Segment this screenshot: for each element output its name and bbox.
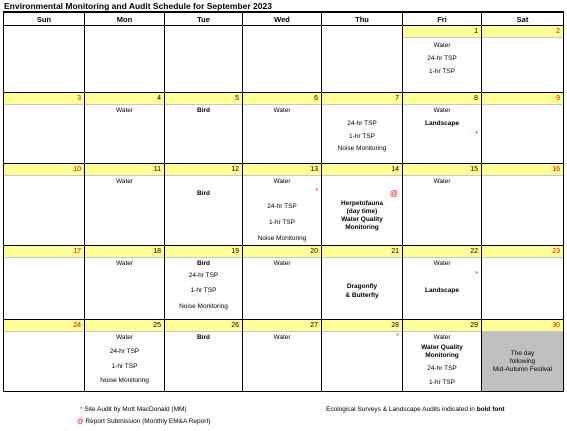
weekday-thu: Thu <box>322 12 403 26</box>
day-number: 16 <box>482 164 563 176</box>
day-number: 8 <box>403 93 481 105</box>
event-item: Monitoring <box>345 224 379 231</box>
event-item: Landscape <box>425 120 459 127</box>
day-number: 7 <box>322 93 402 105</box>
day-cell-13 <box>243 164 322 246</box>
legend-report-text: Report Submission (Monthly EM&A Report) <box>85 418 211 425</box>
legend-site-audit-text: Site Audit by Mott MacDonald (MM) <box>84 406 187 413</box>
event-item: Noise Monitoring <box>257 235 307 242</box>
day-number: 30 <box>482 320 563 332</box>
event-item: 1-hr TSP <box>111 363 138 370</box>
site-audit-marker: * <box>396 333 399 340</box>
day-number: 20 <box>243 246 321 258</box>
weekday-fri: Fri <box>403 12 482 26</box>
week-row <box>4 164 564 246</box>
event-item: & Butterfly <box>345 292 379 299</box>
day-cell-6 <box>243 93 322 164</box>
day-cell-2 <box>482 26 564 93</box>
week-row <box>4 26 564 93</box>
weekday-header-row <box>4 12 564 26</box>
holiday-note: Mid-Autumn Festival <box>492 366 553 373</box>
day-cell-8 <box>403 93 482 164</box>
day-cell-27 <box>243 320 322 392</box>
event-item: Water <box>273 334 291 341</box>
event-item: Bird <box>197 334 210 341</box>
holiday-note: The day <box>510 350 535 357</box>
event-item: 1-hr TSP <box>190 287 217 294</box>
day-cell-1 <box>403 26 482 93</box>
site-audit-marker: * <box>475 131 478 138</box>
empty-day-cell <box>4 26 85 93</box>
weekday-sat: Sat <box>482 12 564 26</box>
event-item: Herpetofauna <box>341 200 383 207</box>
day-cell-22 <box>403 246 482 320</box>
day-number: 29 <box>403 320 481 332</box>
event-item: Water <box>273 107 291 114</box>
day-number: 28 <box>322 320 402 332</box>
day-cell-25 <box>85 320 165 392</box>
day-cell-12 <box>165 164 243 246</box>
event-item: Water <box>433 107 451 114</box>
day-cell-26 <box>165 320 243 392</box>
weekday-wed: Wed <box>243 12 322 26</box>
day-cell-20 <box>243 246 322 320</box>
weekday-mon: Mon <box>85 12 165 26</box>
event-item: Water <box>433 178 451 185</box>
empty-day-cell <box>165 26 243 93</box>
day-number: 17 <box>4 246 84 258</box>
day-cell-3 <box>4 93 85 164</box>
day-cell-21 <box>322 246 403 320</box>
site-audit-marker: * <box>475 271 478 278</box>
day-cell-23 <box>482 246 564 320</box>
day-number: 9 <box>482 93 563 105</box>
day-cell-28 <box>322 320 403 392</box>
event-item: Water Quality <box>341 216 383 223</box>
day-number: 5 <box>165 93 242 105</box>
event-item: 1-hr TSP <box>429 379 455 386</box>
day-number: 21 <box>322 246 402 258</box>
day-cell-16 <box>482 164 564 246</box>
holiday-note: following <box>509 358 536 365</box>
schedule-title: Environmental Monitoring and Audit Schedule for September 2023 <box>4 1 272 11</box>
legend-note-text: Ecological Surveys & Landscape Audits indicated in <box>326 406 475 413</box>
event-item: 24-hr TSP <box>347 120 377 127</box>
event-item: Water <box>273 260 291 267</box>
day-number: 22 <box>403 246 481 258</box>
day-cell-10 <box>4 164 85 246</box>
week-row <box>4 93 564 164</box>
event-item: Water <box>273 178 291 185</box>
event-item: 24-hr TSP <box>267 203 297 210</box>
day-number: 10 <box>4 164 84 176</box>
day-cell-15 <box>403 164 482 246</box>
day-cell-11 <box>85 164 165 246</box>
day-number: 2 <box>482 26 563 38</box>
event-item: Water <box>433 42 451 49</box>
empty-day-cell <box>85 26 165 93</box>
event-item: Noise Monitoring <box>179 303 228 310</box>
star-symbol: * <box>80 406 83 413</box>
event-item: Water Quality <box>421 344 463 351</box>
empty-day-cell <box>322 26 403 93</box>
weekday-tue: Tue <box>165 12 243 26</box>
week-row <box>4 246 564 320</box>
calendar-table <box>3 11 564 392</box>
event-item: (day time) <box>346 208 378 215</box>
empty-day-cell <box>243 26 322 93</box>
day-cell-24 <box>4 320 85 392</box>
event-item: 24-hr TSP <box>427 55 457 62</box>
event-item: Dragonfly <box>346 283 378 290</box>
legend-report-submission <box>77 418 210 425</box>
event-item: Bird <box>197 260 210 267</box>
event-item: Water <box>115 178 134 185</box>
day-number: 13 <box>243 164 321 176</box>
event-item: Noise Monitoring <box>100 377 149 384</box>
holiday-shading <box>482 332 563 391</box>
day-number: 23 <box>482 246 563 258</box>
event-item: Monitoring <box>425 352 459 359</box>
report-submission-marker: @ <box>389 189 398 198</box>
event-item: Water <box>115 107 134 114</box>
event-item: 1-hr TSP <box>349 133 375 140</box>
event-item: Water <box>115 334 134 341</box>
day-number: 14 <box>322 164 402 176</box>
day-number: 26 <box>165 320 242 332</box>
day-number: 25 <box>85 320 164 332</box>
event-item: 24-hr TSP <box>427 365 457 372</box>
day-number: 24 <box>4 320 84 332</box>
site-audit-marker: * <box>315 188 318 195</box>
day-cell-9 <box>482 93 564 164</box>
event-item: Water <box>433 260 451 267</box>
day-cell-29 <box>403 320 482 392</box>
day-cell-19 <box>165 246 243 320</box>
day-number: 1 <box>403 26 481 38</box>
day-number: 12 <box>165 164 242 176</box>
event-item: 1-hr TSP <box>269 219 295 226</box>
legend-note-bold: bold font <box>476 406 505 413</box>
event-item: 24-hr TSP <box>109 348 140 355</box>
day-cell-5 <box>165 93 243 164</box>
event-item: Water <box>115 260 134 267</box>
day-number: 3 <box>4 93 84 105</box>
day-number: 18 <box>85 246 164 258</box>
day-cell-14 <box>322 164 403 246</box>
day-number: 11 <box>85 164 164 176</box>
event-item: Water <box>433 334 451 341</box>
day-number: 4 <box>85 93 164 105</box>
event-item: 24-hr TSP <box>188 272 219 279</box>
day-number: 27 <box>243 320 321 332</box>
at-symbol: @ <box>77 418 84 425</box>
event-item: 1-hr TSP <box>429 68 455 75</box>
day-cell-17 <box>4 246 85 320</box>
legend-bold-note <box>326 406 504 413</box>
event-item: Noise Monitoring <box>337 145 387 152</box>
day-number: 15 <box>403 164 481 176</box>
week-row <box>4 320 564 392</box>
day-number: 19 <box>165 246 242 258</box>
day-cell-4 <box>85 93 165 164</box>
day-number: 6 <box>243 93 321 105</box>
event-item: Landscape <box>425 287 459 294</box>
day-cell-18 <box>85 246 165 320</box>
event-item: Bird <box>197 190 210 197</box>
event-item: Bird <box>197 107 210 114</box>
day-cell-30 <box>482 320 564 392</box>
weekday-sun: Sun <box>4 12 85 26</box>
day-cell-7 <box>322 93 403 164</box>
legend-site-audit <box>80 406 187 413</box>
